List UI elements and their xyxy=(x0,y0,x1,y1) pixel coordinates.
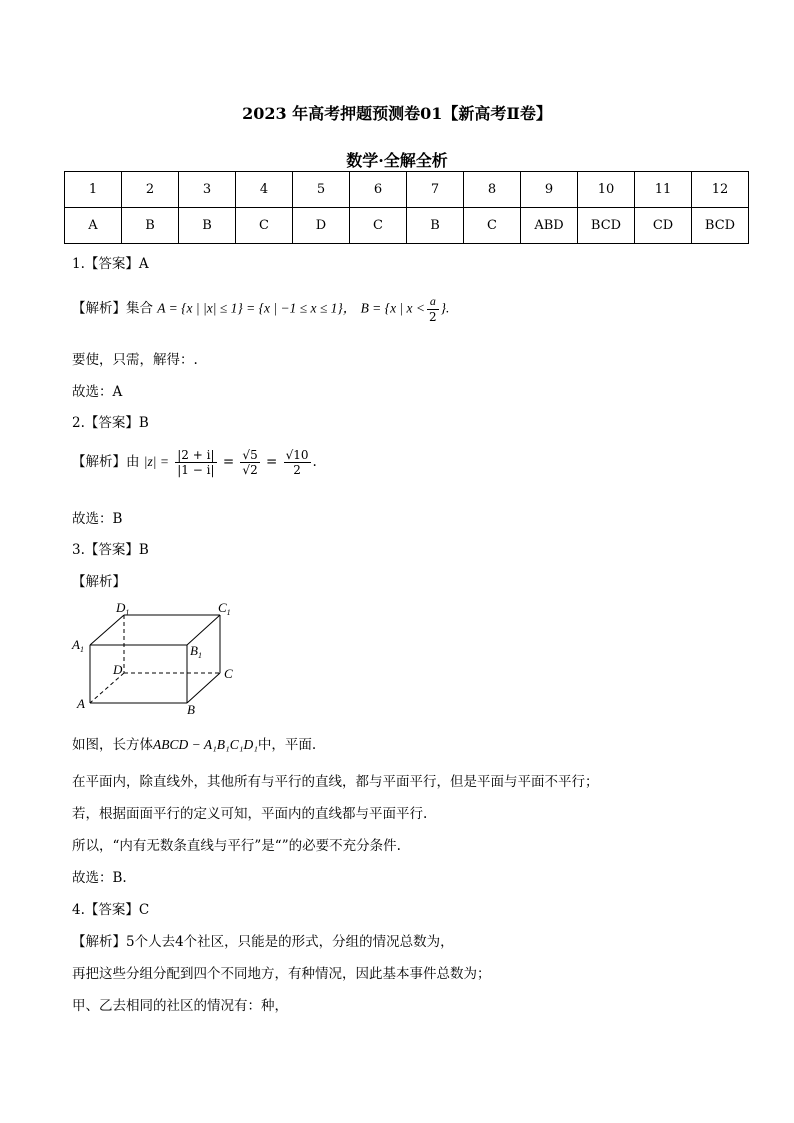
q1-answer: 1.【答案】A xyxy=(72,256,149,272)
table-cell: 7 xyxy=(407,172,464,208)
q3-line1-pre: 如图，长方体 xyxy=(72,737,153,753)
q1-set-b-post: }. xyxy=(440,300,450,316)
q4-line1: 【解析】5个人去4个社区，只能是的形式，分组的情况总数为， xyxy=(72,934,454,950)
table-cell: 4 xyxy=(236,172,293,208)
vertex-label-c1: $C_1$ xyxy=(218,600,231,617)
table-cell: 5 xyxy=(293,172,350,208)
q3-line3: 若，根据面面平行的定义可知，平面内的直线都与平面平行. xyxy=(72,806,428,822)
vertex-label-b: B xyxy=(187,702,195,717)
q3-line2: 在平面内，除直线外，其他所有与平行的直线，都与平面平行，但是平面与平面不平行； xyxy=(72,774,599,790)
q2-line2: 故选：B xyxy=(72,511,123,527)
answer-table-answer-row xyxy=(65,208,749,244)
q3-line1-math: ABCD − A₁B₁C₁D₁ xyxy=(153,737,258,752)
answer-table-number-row xyxy=(65,172,749,208)
table-cell: 3 xyxy=(179,172,236,208)
q1-line2: 要使，只需，解得：. xyxy=(72,352,198,368)
table-cell: 1 xyxy=(65,172,122,208)
table-cell: 6 xyxy=(350,172,407,208)
q3-line5: 故选：B. xyxy=(72,870,127,886)
table-cell: D xyxy=(293,208,350,244)
vertex-label-d: D xyxy=(113,662,123,677)
q4-line2: 再把这些分组分配到四个不同地方，有种情况，因此基本事件总数为； xyxy=(72,966,491,982)
answer-table xyxy=(64,171,749,244)
q3-line4: 所以，“内有无数条直线与平行”是“”的必要不充分条件. xyxy=(72,838,401,854)
q1-analysis-label: 【解析】集合 xyxy=(72,300,153,317)
table-cell: CD xyxy=(635,208,692,244)
fraction-denominator: 2 xyxy=(429,310,437,324)
q3-line1 xyxy=(72,733,316,753)
q2-equals-1: = xyxy=(222,454,235,470)
fraction-numerator: a xyxy=(427,294,439,310)
q4-answer: 4.【答案】C xyxy=(72,902,150,918)
vertex-label-c: C xyxy=(224,666,233,681)
table-cell: 2 xyxy=(122,172,179,208)
q1-analysis xyxy=(72,294,449,324)
table-cell: BCD xyxy=(692,208,749,244)
q3-analysis-label: 【解析】 xyxy=(72,574,126,590)
fraction-denominator: |1 − i| xyxy=(177,463,215,477)
q2-fraction-2 xyxy=(240,448,259,477)
vertex-label-a1: $A_1$ xyxy=(72,637,84,654)
fraction-denominator: 2 xyxy=(293,463,301,477)
q3-line1-post: 中，平面. xyxy=(257,737,317,753)
table-cell: 8 xyxy=(464,172,521,208)
q1-line3: 故选：A xyxy=(72,384,123,400)
table-cell: A xyxy=(65,208,122,244)
table-cell: 10 xyxy=(578,172,635,208)
vertex-label-b1: $B_1$ xyxy=(190,643,202,660)
table-cell: ABD xyxy=(521,208,578,244)
q2-answer: 2.【答案】B xyxy=(72,415,149,431)
q2-equals-2: = xyxy=(266,454,278,470)
table-cell: B xyxy=(407,208,464,244)
q2-mod-z: |z| = xyxy=(143,454,169,469)
q2-end: . xyxy=(312,454,317,470)
cuboid-figure xyxy=(70,598,250,720)
q1-fraction xyxy=(427,294,439,324)
q1-set-b-pre: B = {x | x < xyxy=(360,300,425,316)
table-cell: C xyxy=(236,208,293,244)
q2-analysis-label: 【解析】由 xyxy=(72,454,140,470)
fraction-numerator: √10 xyxy=(285,448,309,462)
q3-answer: 3.【答案】B xyxy=(72,542,149,558)
q2-analysis xyxy=(72,448,317,477)
table-cell: C xyxy=(350,208,407,244)
fraction-numerator: √5 xyxy=(242,448,258,462)
fraction-denominator: √2 xyxy=(242,463,258,477)
table-cell: 12 xyxy=(692,172,749,208)
page-title: 2023 年高考押题预测卷01【新高考Ⅱ卷】 xyxy=(242,104,552,123)
table-cell: B xyxy=(122,208,179,244)
q1-set-a: A = {x | |x| ≤ 1} = {x | −1 ≤ x ≤ 1}， xyxy=(157,300,357,316)
table-cell: BCD xyxy=(578,208,635,244)
page-subtitle: 数学·全解全析 xyxy=(346,151,448,170)
vertex-label-d1: $D_1$ xyxy=(116,600,130,617)
table-cell: 11 xyxy=(635,172,692,208)
q4-line3: 甲、乙去相同的社区的情况有：种， xyxy=(72,998,288,1014)
vertex-label-a: A xyxy=(77,696,85,711)
table-cell: C xyxy=(464,208,521,244)
q2-fraction-3 xyxy=(284,448,311,477)
q2-fraction-1 xyxy=(175,448,216,477)
fraction-numerator: |2 + i| xyxy=(177,448,215,462)
table-cell: B xyxy=(179,208,236,244)
table-cell: 9 xyxy=(521,172,578,208)
